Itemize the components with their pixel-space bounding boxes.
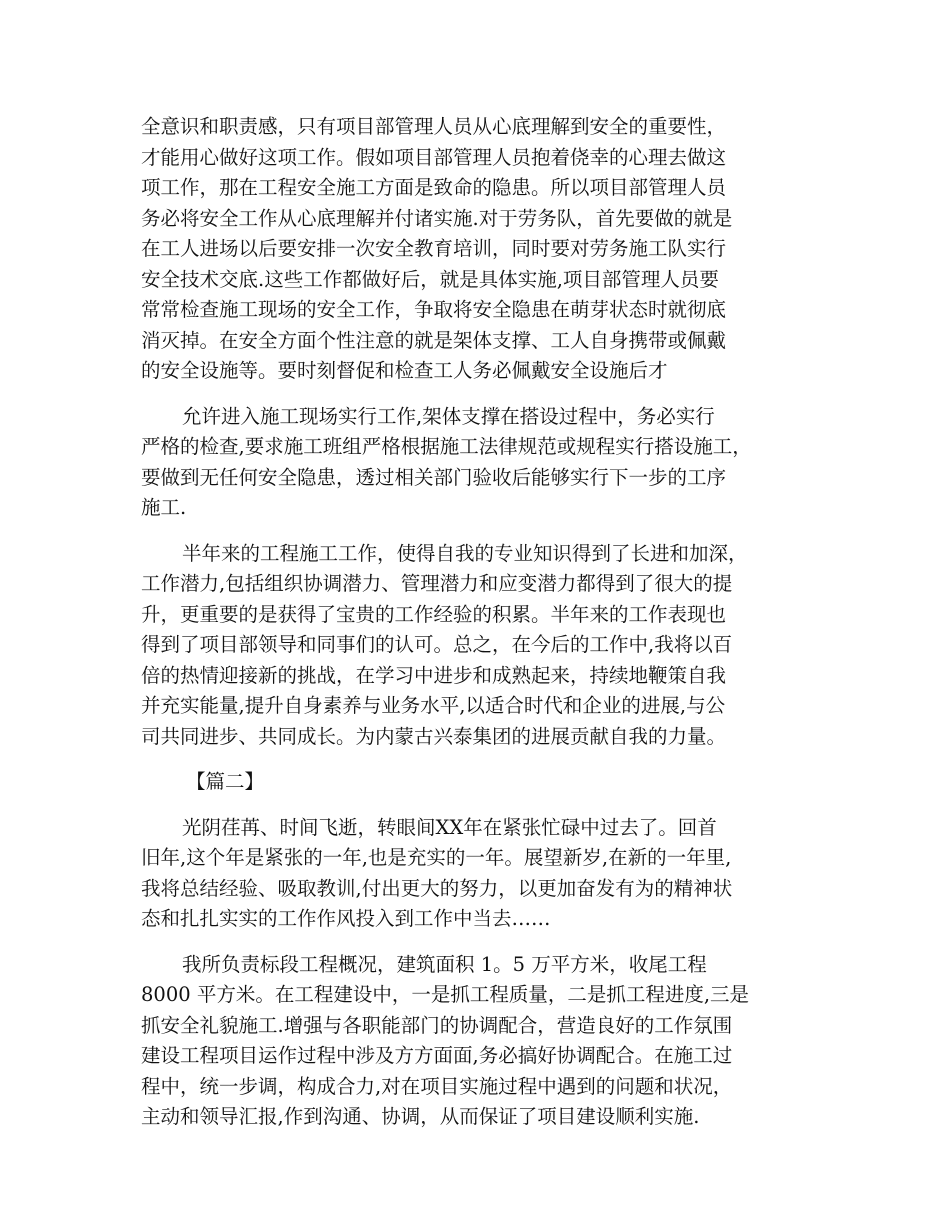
text-line: 半年来的工程施工工作，使得自我的专业知识得到了长进和加深， bbox=[182, 541, 748, 565]
text-line: 光阴荏苒、时间飞逝，转眼间XX年在紧张忙碌中过去了。回首 bbox=[182, 815, 717, 839]
paragraph-5 bbox=[141, 950, 826, 1133]
text-line: 安全技术交底.这些工作都做好后，就是具体实施,项目部管理人员要 bbox=[141, 267, 719, 291]
text-line: 8000 平方米。在工程建设中，一是抓工程质量，二是抓工程进度,三是 bbox=[141, 983, 750, 1006]
text-line: 抓安全礼貌施工.增强与各职能部门的协调配合，营造良好的工作氛围 bbox=[141, 1013, 733, 1037]
text-line: 务必将安全工作从心底理解并付诸实施.对于劳务队，首先要做的就是 bbox=[141, 206, 733, 230]
text-line: 我所负责标段工程概况，建筑面积 1。5 万平方米，收尾工程 bbox=[182, 952, 707, 976]
text-line: 在工人进场以后要安排一次安全教育培训，同时要对劳务施工队实行 bbox=[141, 237, 727, 260]
text-line: 我将总结经验、吸取教训,付出更大的努力，以更加奋发有为的精神状 bbox=[141, 876, 733, 900]
text-line: 工作潜力,包括组织协调潜力、管理潜力和应变潜力都得到了很大的提 bbox=[141, 572, 733, 595]
text-line: 建设工程项目运作过程中涉及方方面面,务必搞好协调配合。在施工过 bbox=[141, 1044, 733, 1067]
text-line: 项工作，那在工程安全施工方面是致命的隐患。所以项目部管理人员 bbox=[141, 176, 727, 199]
text-line: 并充实能量,提升自身素养与业务水平,以适合时代和企业的进展,与公 bbox=[141, 694, 726, 717]
text-line: 的安全设施等。要时刻督促和检查工人务必佩戴安全设施后才 bbox=[141, 359, 668, 382]
section-heading-text: 【篇二】 bbox=[186, 770, 265, 793]
text-line: 允许进入施工现场实行工作,架体支撑在搭设过程中，务必实行 bbox=[182, 404, 715, 428]
paragraph-2 bbox=[141, 402, 826, 524]
paragraph-3 bbox=[141, 539, 826, 753]
text-line: 升，更重要的是获得了宝贵的工作经验的积累。半年来的工作表现也 bbox=[141, 602, 727, 626]
document-page bbox=[141, 112, 826, 1133]
text-line: 态和扎扎实实的工作作风投入到工作中当去…… bbox=[141, 907, 551, 930]
text-line: 施工. bbox=[141, 496, 187, 519]
section-heading bbox=[141, 767, 826, 798]
paragraph-1 bbox=[141, 112, 826, 387]
paragraph-4 bbox=[141, 813, 826, 935]
text-line: 消灭掉。在安全方面个性注意的就是架体支撑、工人自身携带或佩戴 bbox=[141, 328, 727, 352]
text-line: 倍的热情迎接新的挑战，在学习中进步和成熟起来，持续地鞭策自我 bbox=[141, 663, 727, 687]
text-line: 程中，统一步调，构成合力,对在项目实施过程中遇到的问题和状况， bbox=[141, 1074, 733, 1098]
text-line: 才能用心做好这项工作。假如项目部管理人员抱着侥幸的心理去做这 bbox=[141, 145, 727, 169]
text-line: 要做到无任何安全隐患，透过相关部门验收后能够实行下一步的工序 bbox=[141, 465, 727, 489]
text-line: 主动和领导汇报,作到沟通、协调，从而保证了项目建设顺利实施. bbox=[141, 1105, 700, 1128]
text-line: 得到了项目部领导和同事们的认可。总之，在今后的工作中,我将以百 bbox=[141, 633, 733, 656]
text-line: 全意识和职责感，只有项目部管理人员从心底理解到安全的重要性， bbox=[141, 115, 727, 138]
text-line: 严格的检查,要求施工班组严格根据施工法律规范或规程实行搭设施工， bbox=[141, 435, 752, 458]
text-line: 常常检查施工现场的安全工作，争取将安全隐患在萌芽状态时就彻底 bbox=[141, 298, 727, 321]
text-line: 旧年,这个年是紧张的一年,也是充实的一年。展望新岁,在新的一年里, bbox=[141, 846, 732, 869]
text-line: 司共同进步、共同成长。为内蒙古兴泰集团的进展贡献自我的力量。 bbox=[141, 724, 727, 748]
